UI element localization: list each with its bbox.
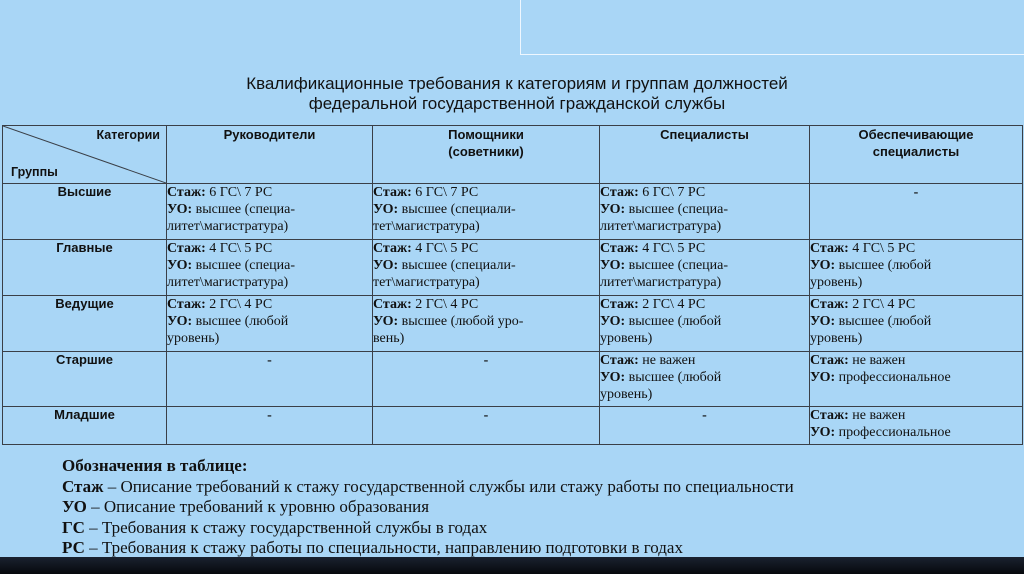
stazh-line	[600, 184, 809, 201]
table-cell-empty: -	[810, 184, 1023, 240]
uo-line	[373, 201, 599, 218]
stazh-line	[373, 184, 599, 201]
stazh-label: Стаж:	[810, 296, 849, 312]
table-cell	[600, 351, 810, 407]
uo-value: профессиональное	[835, 369, 951, 385]
table-cell	[810, 407, 1023, 445]
uo-label: УО:	[167, 202, 193, 217]
legend-item	[62, 477, 1022, 498]
stazh-line	[373, 240, 599, 257]
table-cell	[810, 295, 1023, 351]
stazh-label: Стаж:	[600, 240, 639, 256]
stazh-value: 6 ГС\ 7 РС	[205, 185, 273, 200]
stazh-value: 4 ГС\ 5 РС	[638, 240, 706, 256]
uo-value: высшее (специа-	[192, 202, 296, 217]
uo-line	[600, 201, 809, 218]
uo-label: УО:	[810, 425, 836, 441]
uo-continuation: тет\магистратура)	[373, 274, 480, 290]
table-cell	[167, 239, 373, 295]
table-row	[3, 407, 1023, 445]
uo-value: высшее (любой	[192, 313, 289, 329]
uo-value: высшее (специа-	[625, 202, 729, 217]
decorative-frame	[520, 0, 1024, 55]
table-cell	[600, 295, 810, 351]
uo-label: УО:	[167, 257, 193, 273]
uo-line	[810, 257, 1022, 274]
uo-continuation: уровень)	[600, 386, 653, 402]
uo-line	[373, 313, 599, 330]
uo-line	[167, 201, 372, 218]
table-cell	[167, 295, 373, 351]
stazh-label: Стаж:	[373, 185, 412, 200]
stazh-line	[600, 296, 809, 313]
uo-continuation: литет\магистратура)	[600, 219, 722, 234]
row-group-label: Высшие	[3, 184, 167, 240]
uo-label: УО:	[810, 369, 836, 385]
column-header-label: Помощники	[448, 127, 524, 142]
row-group-label: Главные	[3, 239, 167, 295]
uo-label: УО:	[600, 257, 626, 273]
column-header-label: Руководители	[223, 127, 316, 142]
legend-item	[62, 538, 1022, 559]
table-row	[3, 295, 1023, 351]
uo-value: высшее (любой	[835, 257, 932, 273]
stazh-label: Стаж:	[373, 296, 412, 312]
stazh-line	[810, 240, 1022, 257]
uo-label: УО:	[373, 257, 399, 273]
uo-line	[373, 257, 599, 274]
table-cell-empty: -	[167, 351, 373, 407]
uo-continuation: уровень)	[810, 330, 863, 346]
uo-line	[600, 313, 809, 330]
table-cell-empty: -	[167, 407, 373, 445]
stazh-label: Стаж:	[600, 185, 639, 200]
stazh-label: Стаж:	[810, 352, 849, 368]
legend-term: УО	[62, 497, 87, 516]
table-cell	[373, 239, 600, 295]
uo-value: высшее (любой уро-	[398, 313, 524, 329]
header-row	[3, 126, 1023, 184]
column-header-support-specialists	[810, 126, 1023, 184]
uo-line	[167, 257, 372, 274]
table-cell	[600, 184, 810, 240]
table-cell	[167, 184, 373, 240]
legend-description: – Требования к стажу работы по специальности, направлению подготовки в годах	[84, 538, 683, 557]
table-row	[3, 239, 1023, 295]
column-header-managers	[167, 126, 373, 184]
uo-value: высшее (любой	[835, 313, 932, 329]
table-cell	[600, 239, 810, 295]
stazh-line	[167, 240, 372, 257]
uo-value: высшее (специа-	[625, 257, 729, 273]
column-header-assistants	[373, 126, 600, 184]
legend-term: РС	[62, 538, 85, 557]
uo-label: УО:	[167, 313, 193, 329]
uo-continuation: тет\магистратура)	[373, 219, 480, 234]
uo-continuation: уровень)	[600, 330, 653, 346]
stazh-value: 2 ГС\ 4 РС	[848, 296, 916, 312]
legend-heading: Обозначения в таблице:	[62, 456, 248, 475]
legend-description: – Описание требований к уровню образования	[86, 497, 430, 516]
legend-item	[62, 518, 1022, 539]
table-cell	[810, 239, 1023, 295]
title-line-2: федеральной государственной гражданской службы	[308, 94, 726, 113]
stazh-label: Стаж:	[810, 240, 849, 256]
table-cell	[373, 184, 600, 240]
stazh-line	[810, 296, 1022, 313]
uo-value: высшее (специали-	[398, 257, 516, 273]
legend-description: – Описание требований к стажу государственной службы или стажу работы по специальности	[103, 476, 794, 496]
legend	[62, 456, 1022, 559]
column-header-sublabel: специалисты	[872, 144, 960, 159]
corner-groups-label: Группы	[11, 165, 58, 179]
uo-value: высшее (специали-	[398, 202, 516, 217]
stazh-value: 4 ГС\ 5 РС	[411, 240, 479, 256]
row-group-label: Младшие	[3, 407, 167, 445]
uo-line	[600, 369, 809, 386]
stazh-value: 6 ГС\ 7 РС	[411, 185, 479, 200]
bottom-strip	[0, 557, 1024, 574]
uo-continuation: литет\магистратура)	[167, 274, 289, 290]
table-row	[3, 184, 1023, 240]
table-cell	[373, 295, 600, 351]
stazh-value: 2 ГС\ 4 РС	[411, 296, 479, 312]
uo-label: УО:	[600, 369, 626, 385]
table-row	[3, 351, 1023, 407]
stazh-label: Стаж:	[167, 296, 206, 312]
uo-continuation: уровень)	[810, 274, 863, 290]
column-header-specialists	[600, 126, 810, 184]
stazh-line	[600, 352, 809, 369]
uo-label: УО:	[810, 257, 836, 273]
stazh-label: Стаж:	[600, 296, 639, 312]
table-cell	[810, 351, 1023, 407]
stazh-line	[810, 407, 1022, 424]
column-header-sublabel: (советники)	[448, 144, 524, 159]
row-group-label: Старшие	[3, 351, 167, 407]
stazh-line	[600, 240, 809, 257]
stazh-line	[373, 296, 599, 313]
stazh-value: 4 ГС\ 5 РС	[848, 240, 916, 256]
slide-title	[0, 74, 1024, 114]
uo-line	[810, 313, 1022, 330]
stazh-label: Стаж:	[167, 185, 206, 200]
uo-line	[810, 424, 1022, 441]
uo-continuation: вень)	[373, 330, 405, 346]
stazh-value: не важен	[848, 408, 906, 424]
corner-categories-label: Категории	[96, 128, 160, 142]
title-line-1: Квалификационные требования к категориям и группам должностей	[246, 74, 788, 93]
stazh-line	[167, 184, 372, 201]
legend-term: ГС	[62, 517, 85, 537]
uo-line	[167, 313, 372, 330]
uo-line	[810, 369, 1022, 386]
stazh-value: 6 ГС\ 7 РС	[638, 185, 706, 200]
legend-item	[62, 497, 1022, 518]
uo-value: высшее (любой	[625, 313, 722, 329]
stazh-value: 4 ГС\ 5 РС	[205, 240, 273, 256]
uo-value: высшее (специа-	[192, 257, 296, 273]
uo-label: УО:	[810, 313, 836, 329]
column-header-label: Специалисты	[660, 127, 749, 142]
uo-line	[600, 257, 809, 274]
row-group-label: Ведущие	[3, 295, 167, 351]
stazh-label: Стаж:	[600, 352, 639, 368]
table-cell-empty: -	[373, 407, 600, 445]
uo-label: УО:	[600, 313, 626, 329]
uo-continuation: уровень)	[167, 330, 220, 346]
column-header-label: Обеспечивающие	[858, 127, 974, 142]
stazh-label: Стаж:	[373, 240, 412, 256]
corner-cell	[3, 126, 167, 184]
uo-label: УО:	[600, 202, 626, 217]
uo-value: высшее (любой	[625, 369, 722, 385]
table-cell-empty: -	[373, 351, 600, 407]
stazh-label: Стаж:	[810, 408, 849, 424]
uo-continuation: литет\магистратура)	[167, 219, 289, 234]
stazh-value: не важен	[848, 352, 906, 368]
stazh-line	[810, 352, 1022, 369]
legend-term: Стаж	[62, 476, 104, 496]
table-cell-empty: -	[600, 407, 810, 445]
uo-continuation: литет\магистратура)	[600, 274, 722, 290]
uo-value: профессиональное	[835, 425, 951, 441]
uo-label: УО:	[373, 313, 399, 329]
stazh-value: 2 ГС\ 4 РС	[205, 296, 273, 312]
stazh-label: Стаж:	[167, 240, 206, 256]
stazh-line	[167, 296, 372, 313]
stazh-value: не важен	[638, 352, 696, 368]
legend-description: – Требования к стажу государственной службы в годах	[84, 517, 488, 537]
uo-label: УО:	[373, 202, 399, 217]
requirements-table	[2, 125, 1023, 445]
stazh-value: 2 ГС\ 4 РС	[638, 296, 706, 312]
